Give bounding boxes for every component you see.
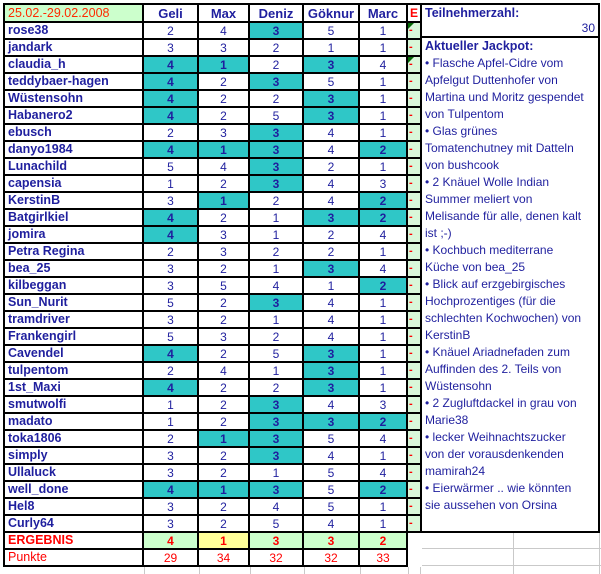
- score-cell[interactable]: 2: [250, 380, 304, 397]
- score-cell[interactable]: 3: [304, 57, 360, 74]
- jackpot-line: • Knäuel Ariadnefaden zum: [425, 345, 570, 359]
- score-cell[interactable]: 4: [144, 142, 199, 159]
- result-row-label[interactable]: ERGEBNIS: [5, 533, 144, 550]
- dash-mark: -: [409, 41, 413, 53]
- score-cell[interactable]: 2: [250, 193, 304, 210]
- points-cell[interactable]: 32: [304, 550, 360, 567]
- score-cell[interactable]: 5: [144, 159, 199, 176]
- dash-mark: -: [409, 228, 413, 240]
- column-header-1[interactable]: Geli: [144, 5, 199, 23]
- jackpot-line: Tomatenchutney mit Datteln: [425, 141, 574, 155]
- score-cell[interactable]: 3: [250, 176, 304, 193]
- score-cell[interactable]: 1: [144, 397, 199, 414]
- dash-mark: -: [409, 483, 413, 495]
- score-cell[interactable]: 1: [199, 57, 250, 74]
- score-cell[interactable]: 3: [304, 414, 360, 431]
- score-cell[interactable]: 3: [250, 23, 304, 40]
- score-cell[interactable]: 3: [250, 448, 304, 465]
- column-header-5[interactable]: Marc: [360, 5, 408, 23]
- score-cell[interactable]: 3: [144, 499, 199, 516]
- jackpot-line: Hochprozentiges (für die: [425, 294, 556, 308]
- score-cell[interactable]: 1: [360, 312, 408, 329]
- dash-mark: -: [409, 75, 413, 87]
- score-cell[interactable]: 2: [304, 244, 360, 261]
- score-cell[interactable]: 5: [304, 23, 360, 40]
- score-cell[interactable]: 4: [144, 380, 199, 397]
- score-cell[interactable]: 2: [360, 482, 408, 499]
- score-cell[interactable]: 2: [199, 346, 250, 363]
- player-name-cell[interactable]: jomira: [5, 227, 144, 244]
- result-cell[interactable]: 4: [144, 533, 199, 550]
- dash-mark: -: [409, 347, 413, 359]
- player-name-cell[interactable]: bea_25: [5, 261, 144, 278]
- score-cell[interactable]: 1: [360, 329, 408, 346]
- player-name-cell[interactable]: madato: [5, 414, 144, 431]
- score-cell[interactable]: 1: [360, 74, 408, 91]
- player-name-cell[interactable]: claudia_h: [5, 57, 144, 74]
- player-name-cell[interactable]: Ullaluck: [5, 465, 144, 482]
- score-cell[interactable]: 3: [199, 40, 250, 57]
- score-cell[interactable]: 4: [144, 91, 199, 108]
- gridline: [513, 533, 514, 574]
- participants-value: 30: [581, 21, 595, 35]
- score-cell[interactable]: 2: [199, 108, 250, 125]
- score-cell[interactable]: 2: [360, 414, 408, 431]
- player-name-cell[interactable]: Frankengirl: [5, 329, 144, 346]
- dash-mark: -: [409, 92, 413, 104]
- score-cell[interactable]: 3: [199, 125, 250, 142]
- score-cell[interactable]: 1: [250, 210, 304, 227]
- score-cell[interactable]: 3: [199, 227, 250, 244]
- dash-mark: -: [409, 262, 413, 274]
- dash-mark: -: [409, 245, 413, 257]
- player-name-cell[interactable]: danyo1984: [5, 142, 144, 159]
- score-cell[interactable]: 2: [199, 261, 250, 278]
- score-cell[interactable]: 4: [304, 397, 360, 414]
- score-cell[interactable]: 5: [144, 295, 199, 312]
- score-cell[interactable]: 1: [250, 465, 304, 482]
- score-cell[interactable]: 2: [304, 227, 360, 244]
- dash-mark: -: [409, 364, 413, 376]
- score-cell[interactable]: 2: [199, 210, 250, 227]
- score-cell[interactable]: 3: [360, 397, 408, 414]
- score-cell[interactable]: 3: [360, 176, 408, 193]
- dash-mark: -: [409, 449, 413, 461]
- dash-mark: -: [409, 432, 413, 444]
- player-name-cell[interactable]: well_done: [5, 482, 144, 499]
- score-cell[interactable]: 5: [304, 74, 360, 91]
- score-cell[interactable]: 4: [304, 329, 360, 346]
- score-cell[interactable]: 1: [360, 346, 408, 363]
- score-cell[interactable]: 2: [199, 499, 250, 516]
- score-cell[interactable]: 2: [360, 193, 408, 210]
- score-cell[interactable]: 2: [250, 329, 304, 346]
- empty-cell: [408, 533, 422, 550]
- score-cell[interactable]: 2: [250, 244, 304, 261]
- dash-mark: -: [409, 313, 413, 325]
- jackpot-line: • 2 Zugluftdackel in grau von: [425, 396, 577, 410]
- score-cell[interactable]: 1: [360, 295, 408, 312]
- jackpot-line: • Flasche Apfel-Cidre vom: [425, 56, 564, 70]
- score-cell[interactable]: 2: [199, 176, 250, 193]
- date-range-cell[interactable]: 25.02.-29.02.2008: [5, 5, 144, 23]
- jackpot-line: mamirah24: [425, 464, 486, 478]
- jackpot-line: von Tulpentom: [425, 107, 504, 121]
- score-cell[interactable]: 3: [304, 210, 360, 227]
- points-cell[interactable]: 33: [360, 550, 408, 567]
- score-cell[interactable]: 3: [144, 312, 199, 329]
- score-cell[interactable]: 1: [360, 244, 408, 261]
- jackpot-line: • lecker Weihnachtszucker: [425, 430, 566, 444]
- player-name-cell[interactable]: KerstinB: [5, 193, 144, 210]
- jackpot-line: • 2 Knäuel Wolle Indian: [425, 175, 550, 189]
- player-name-cell[interactable]: simply: [5, 448, 144, 465]
- score-cell[interactable]: 4: [250, 278, 304, 295]
- score-cell[interactable]: 1: [250, 312, 304, 329]
- dash-mark: -: [409, 466, 413, 478]
- result-cell[interactable]: 2: [360, 533, 408, 550]
- player-name-cell[interactable]: capensia: [5, 176, 144, 193]
- score-cell[interactable]: 4: [199, 363, 250, 380]
- score-cell[interactable]: 4: [304, 295, 360, 312]
- player-name-cell[interactable]: smutwolfi: [5, 397, 144, 414]
- score-cell[interactable]: 4: [360, 227, 408, 244]
- jackpot-line: KerstinB: [425, 328, 471, 342]
- score-cell[interactable]: 1: [360, 40, 408, 57]
- player-name-cell[interactable]: Petra Regina: [5, 244, 144, 261]
- dash-mark: -: [409, 177, 413, 189]
- score-cell[interactable]: 3: [250, 159, 304, 176]
- score-cell[interactable]: 4: [304, 193, 360, 210]
- score-cell[interactable]: 2: [199, 295, 250, 312]
- score-cell[interactable]: 2: [144, 23, 199, 40]
- player-name-cell[interactable]: Wüstensohn: [5, 91, 144, 108]
- player-name-cell[interactable]: Cavendel: [5, 346, 144, 363]
- score-cell[interactable]: 1: [199, 482, 250, 499]
- score-cell[interactable]: 1: [199, 142, 250, 159]
- score-cell[interactable]: 2: [360, 210, 408, 227]
- score-cell[interactable]: 5: [250, 346, 304, 363]
- score-cell[interactable]: 4: [360, 261, 408, 278]
- score-cell[interactable]: 3: [250, 482, 304, 499]
- score-cell[interactable]: 2: [144, 431, 199, 448]
- score-cell[interactable]: 4: [144, 346, 199, 363]
- points-cell[interactable]: 34: [199, 550, 250, 567]
- score-cell[interactable]: 2: [199, 448, 250, 465]
- player-name-cell[interactable]: kilbeggan: [5, 278, 144, 295]
- jackpot-line: Marie38: [425, 413, 469, 427]
- player-name-cell[interactable]: Lunachild: [5, 159, 144, 176]
- dash-mark: -: [409, 24, 413, 36]
- score-cell[interactable]: 4: [144, 210, 199, 227]
- points-cell[interactable]: 29: [144, 550, 199, 567]
- score-cell[interactable]: 3: [199, 329, 250, 346]
- score-cell[interactable]: 3: [304, 261, 360, 278]
- score-cell[interactable]: 2: [360, 142, 408, 159]
- score-cell[interactable]: 5: [144, 329, 199, 346]
- score-cell[interactable]: 1: [250, 227, 304, 244]
- score-cell[interactable]: 1: [144, 414, 199, 431]
- score-cell[interactable]: 3: [144, 193, 199, 210]
- player-name-cell[interactable]: Batgirlkiel: [5, 210, 144, 227]
- score-cell[interactable]: 4: [144, 57, 199, 74]
- score-cell[interactable]: 3: [250, 414, 304, 431]
- jackpot-line: • Eierwärmer .. wie könnten: [425, 481, 572, 495]
- score-cell[interactable]: 5: [304, 431, 360, 448]
- score-cell[interactable]: 2: [199, 74, 250, 91]
- score-cell[interactable]: 2: [199, 414, 250, 431]
- dash-mark: -: [409, 415, 413, 427]
- participants-box[interactable]: [420, 3, 600, 38]
- gridline: [250, 567, 251, 574]
- score-cell[interactable]: 4: [144, 482, 199, 499]
- points-row-label[interactable]: Punkte: [5, 550, 144, 567]
- player-name-cell[interactable]: teddybaer-hagen: [5, 74, 144, 91]
- score-cell[interactable]: 2: [199, 516, 250, 533]
- score-cell[interactable]: 4: [304, 448, 360, 465]
- gridline: [599, 533, 600, 574]
- score-cell[interactable]: 5: [304, 482, 360, 499]
- dash-mark: -: [409, 381, 413, 393]
- score-cell[interactable]: 2: [199, 397, 250, 414]
- score-cell[interactable]: 5: [304, 499, 360, 516]
- gridline: [420, 567, 421, 574]
- score-cell[interactable]: 3: [304, 346, 360, 363]
- dash-mark: -: [409, 58, 413, 70]
- score-cell[interactable]: 4: [199, 159, 250, 176]
- score-cell[interactable]: 1: [360, 380, 408, 397]
- gridline: [199, 567, 200, 574]
- score-cell[interactable]: 2: [199, 91, 250, 108]
- dash-mark: -: [409, 398, 413, 410]
- score-cell[interactable]: 1: [199, 431, 250, 448]
- player-name-cell[interactable]: Curly64: [5, 516, 144, 533]
- score-cell[interactable]: 3: [199, 244, 250, 261]
- dash-mark: -: [409, 517, 413, 529]
- gridline: [422, 565, 601, 566]
- score-cell[interactable]: 3: [250, 295, 304, 312]
- dash-mark: -: [409, 109, 413, 121]
- score-cell[interactable]: 4: [250, 499, 304, 516]
- jackpot-line: Melisande für alle, denen kalt: [425, 209, 582, 223]
- player-name-cell[interactable]: tulpentom: [5, 363, 144, 380]
- score-cell[interactable]: 2: [250, 91, 304, 108]
- dash-mark: -: [409, 500, 413, 512]
- jackpot-line: Wüstensohn: [425, 379, 492, 393]
- score-cell[interactable]: 4: [360, 465, 408, 482]
- score-cell[interactable]: 1: [360, 91, 408, 108]
- score-cell[interactable]: 1: [360, 363, 408, 380]
- corner-marker-triangle: [408, 57, 414, 63]
- score-cell[interactable]: 4: [304, 176, 360, 193]
- score-cell[interactable]: 5: [199, 278, 250, 295]
- score-cell[interactable]: 4: [304, 312, 360, 329]
- score-cell[interactable]: 1: [360, 516, 408, 533]
- jackpot-line: ist ;-): [425, 226, 452, 240]
- player-name-cell[interactable]: jandark: [5, 40, 144, 57]
- score-cell[interactable]: 3: [144, 278, 199, 295]
- score-cell[interactable]: 3: [250, 431, 304, 448]
- dash-mark: -: [409, 279, 413, 291]
- score-cell[interactable]: 2: [250, 40, 304, 57]
- dash-mark: -: [409, 211, 413, 223]
- score-cell[interactable]: 3: [304, 380, 360, 397]
- jackpot-line: Summer meliert von: [425, 192, 533, 206]
- score-cell[interactable]: 1: [360, 159, 408, 176]
- jackpot-line: schlechten Kochwochen) von: [425, 311, 582, 325]
- dash-mark: -: [409, 126, 413, 138]
- dash-mark: -: [409, 194, 413, 206]
- score-cell[interactable]: 2: [144, 244, 199, 261]
- jackpot-label: Aktueller Jackpot:: [425, 39, 534, 53]
- result-cell[interactable]: 3: [304, 533, 360, 550]
- jackpot-line: Küche von bea_25: [425, 260, 526, 274]
- jackpot-lines: [422, 55, 598, 514]
- score-cell[interactable]: 3: [144, 465, 199, 482]
- column-header-2[interactable]: Max: [199, 5, 250, 23]
- score-cell[interactable]: 3: [304, 108, 360, 125]
- score-cell[interactable]: 2: [144, 125, 199, 142]
- score-cell[interactable]: 2: [250, 57, 304, 74]
- score-cell[interactable]: 3: [304, 363, 360, 380]
- score-cell[interactable]: 1: [360, 108, 408, 125]
- score-cell[interactable]: 5: [304, 465, 360, 482]
- score-cell[interactable]: 1: [360, 125, 408, 142]
- jackpot-line: Martina und Moritz gespendet: [425, 90, 584, 104]
- score-cell[interactable]: 3: [144, 261, 199, 278]
- score-cell[interactable]: 4: [144, 227, 199, 244]
- score-cell[interactable]: 4: [199, 23, 250, 40]
- score-cell[interactable]: 3: [250, 125, 304, 142]
- corner-marker-triangle: [408, 23, 414, 29]
- empty-cell: [408, 550, 422, 567]
- score-cell[interactable]: 4: [144, 108, 199, 125]
- score-cell[interactable]: 1: [360, 499, 408, 516]
- score-cell[interactable]: 3: [250, 142, 304, 159]
- e-column-header[interactable]: E: [408, 5, 422, 23]
- jackpot-line: von der vorausdenkenden: [425, 447, 564, 461]
- player-name-cell[interactable]: ebusch: [5, 125, 144, 142]
- jackpot-line: Auffinden des 2. Teils von: [425, 362, 562, 376]
- column-header-4[interactable]: Göknur: [304, 5, 360, 23]
- score-cell[interactable]: 2: [304, 159, 360, 176]
- score-cell[interactable]: 1: [144, 176, 199, 193]
- player-name-cell[interactable]: Hel8: [5, 499, 144, 516]
- results-table: [3, 3, 422, 567]
- points-cell[interactable]: 32: [250, 550, 304, 567]
- jackpot-line: sie aussehen von Orsina: [425, 498, 558, 512]
- score-cell[interactable]: 2: [199, 312, 250, 329]
- result-cell[interactable]: 3: [250, 533, 304, 550]
- gridline: [144, 567, 145, 574]
- jackpot-line: von bushcook: [425, 158, 500, 172]
- score-cell[interactable]: 2: [199, 380, 250, 397]
- player-name-cell[interactable]: tramdriver: [5, 312, 144, 329]
- gridline: [304, 567, 305, 574]
- score-cell[interactable]: 1: [304, 40, 360, 57]
- score-cell[interactable]: 4: [360, 57, 408, 74]
- score-cell[interactable]: 3: [250, 397, 304, 414]
- score-cell[interactable]: 5: [250, 108, 304, 125]
- score-cell[interactable]: 3: [250, 74, 304, 91]
- score-cell[interactable]: 1: [360, 23, 408, 40]
- dash-mark: -: [409, 296, 413, 308]
- score-cell[interactable]: 1: [250, 261, 304, 278]
- gridline: [408, 567, 409, 574]
- score-cell[interactable]: 3: [144, 40, 199, 57]
- score-cell[interactable]: 1: [199, 193, 250, 210]
- score-cell[interactable]: 4: [360, 431, 408, 448]
- result-cell[interactable]: 1: [199, 533, 250, 550]
- dash-mark: -: [409, 160, 413, 172]
- score-cell[interactable]: 2: [199, 465, 250, 482]
- jackpot-line: • Kochbuch mediterrane: [425, 243, 554, 257]
- gridline: [422, 548, 601, 549]
- jackpot-box[interactable]: [420, 36, 600, 533]
- player-name-cell[interactable]: toka1806: [5, 431, 144, 448]
- player-name-cell[interactable]: Sun_Nurit: [5, 295, 144, 312]
- player-name-cell[interactable]: rose38: [5, 23, 144, 40]
- score-cell[interactable]: 3: [304, 91, 360, 108]
- dash-mark: -: [409, 143, 413, 155]
- dash-mark: -: [409, 330, 413, 342]
- score-cell[interactable]: 3: [144, 516, 199, 533]
- score-cell[interactable]: 5: [250, 516, 304, 533]
- score-cell[interactable]: 4: [304, 142, 360, 159]
- column-header-3[interactable]: Deniz: [250, 5, 304, 23]
- player-name-cell[interactable]: Habanero2: [5, 108, 144, 125]
- score-cell[interactable]: 4: [144, 74, 199, 91]
- participants-label: Teilnehmerzahl:: [425, 6, 520, 20]
- jackpot-line: Apfelgut Duttenhofer von: [425, 73, 558, 87]
- score-cell[interactable]: 1: [360, 448, 408, 465]
- jackpot-line: • Glas grünes: [425, 124, 498, 138]
- gridline: [360, 567, 361, 574]
- jackpot-line: • Blick auf erzgebirgisches: [425, 277, 566, 291]
- score-cell[interactable]: 4: [304, 516, 360, 533]
- score-cell[interactable]: 2: [360, 278, 408, 295]
- score-cell[interactable]: 4: [304, 125, 360, 142]
- score-cell[interactable]: 1: [250, 363, 304, 380]
- score-cell[interactable]: 2: [144, 363, 199, 380]
- score-cell[interactable]: 3: [144, 448, 199, 465]
- player-name-cell[interactable]: 1st_Maxi: [5, 380, 144, 397]
- score-cell[interactable]: 1: [304, 278, 360, 295]
